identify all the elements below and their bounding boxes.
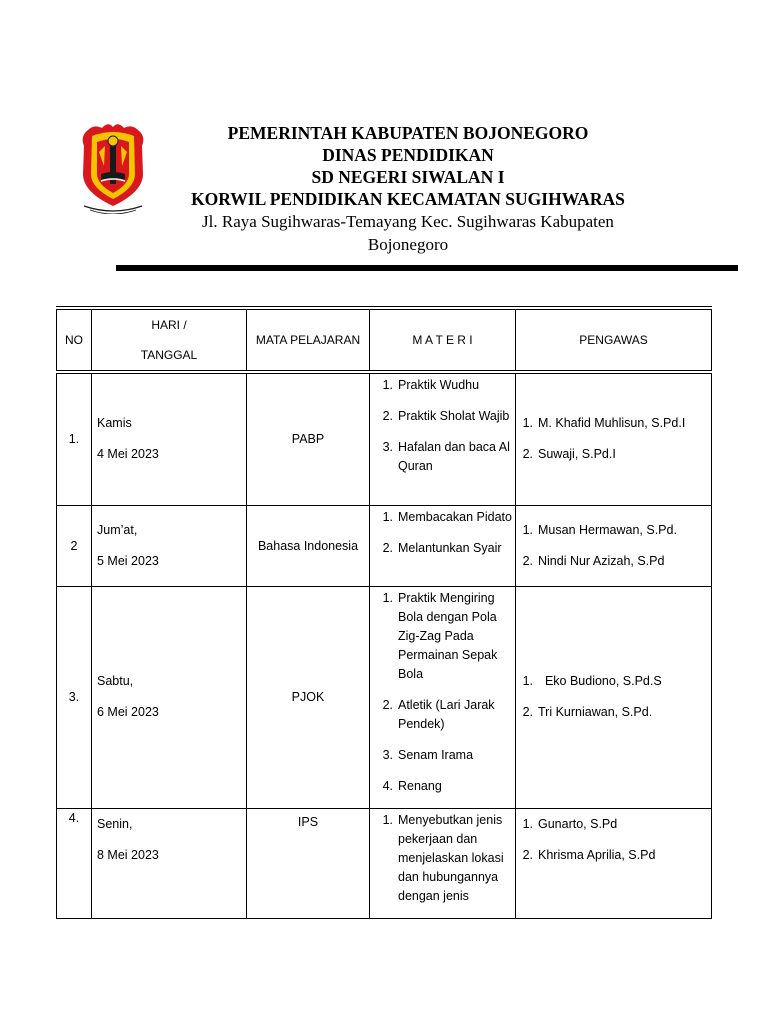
pengawas-item: [516, 666, 711, 697]
materi-item: [370, 589, 515, 684]
row-materi: [370, 372, 516, 505]
table-row: [57, 586, 712, 808]
row-day-date: [92, 808, 247, 918]
header-day-line-2: TANGGAL: [140, 348, 198, 362]
materi-item: [370, 508, 515, 527]
materi-item: [370, 438, 515, 476]
row-day-date: [92, 586, 247, 808]
row-pengawas: [516, 372, 712, 505]
letterhead-line-3: SD NEGERI SIWALAN I: [311, 167, 505, 187]
row-date: 8 Mei 2023: [97, 847, 159, 862]
materi-item-text: Praktik Wudhu: [398, 378, 480, 392]
bojonegoro-crest-icon: [80, 122, 146, 214]
letterhead-line-1: PEMERINTAH KABUPATEN BOJONEGORO: [227, 123, 589, 143]
letterhead-line-4: KORWIL PENDIDIKAN KECAMATAN SUGIHWARAS: [191, 189, 625, 209]
pengawas-item: [516, 697, 711, 728]
table-row: [57, 505, 712, 586]
header-day: [92, 308, 247, 372]
pengawas-item-name: Tri Kurniawan, S.Pd.: [538, 705, 653, 719]
row-day: Senin,: [97, 816, 133, 831]
materi-item-text: Renang: [398, 778, 442, 793]
pengawas-item: [516, 408, 711, 439]
exam-schedule-table: [56, 306, 712, 919]
materi-item-text: Senam Irama: [398, 747, 474, 762]
materi-item-number: 1.: [382, 590, 393, 605]
pengawas-item-number: 2.: [522, 447, 533, 462]
pengawas-item: [516, 439, 711, 470]
materi-item-text: Hafalan dan baca Al Quran: [398, 440, 514, 473]
letterhead: [150, 122, 666, 256]
pengawas-item-number: 2.: [522, 553, 533, 568]
pengawas-item-number: 1.: [522, 816, 533, 831]
letterhead-line-2: DINAS PENDIDIKAN: [322, 145, 494, 165]
header-no: NO: [57, 308, 92, 372]
materi-item-number: 4.: [382, 778, 393, 793]
materi-item-number: 2.: [382, 409, 393, 423]
materi-item-number: 3.: [382, 747, 393, 762]
pengawas-item-name: Nindi Nur Azizah, S.Pd: [538, 553, 665, 568]
row-number: 2: [57, 505, 92, 586]
materi-item-text: Menyebutkan jenis pekerjaan dan menjelaskan lokasi dan hubungannya dengan jenis: [398, 812, 508, 903]
pengawas-item-name: Musan Hermawan, S.Pd.: [538, 522, 677, 537]
materi-item-number: 1.: [382, 509, 393, 524]
pengawas-item-number: 2.: [522, 705, 533, 719]
materi-item-text: Praktik Mengiring Bola dengan Pola Zig-Zag Pada Permainan Sepak Bola: [398, 590, 501, 681]
row-pengawas: [516, 808, 712, 918]
materi-item: [370, 376, 515, 395]
pengawas-item-name: Gunarto, S.Pd: [538, 816, 618, 831]
row-date: 6 Mei 2023: [97, 705, 159, 719]
row-day: Jum’at,: [97, 522, 138, 537]
header-day-line-1: HARI /: [151, 318, 187, 332]
pengawas-item-name: Eko Budiono, S.Pd.S: [538, 674, 662, 688]
address-line-1: Jl. Raya Sugihwaras-Temayang Kec. Sugihwaras Kabupaten: [202, 212, 614, 231]
materi-item: [370, 811, 515, 906]
row-subject: Bahasa Indonesia: [247, 505, 370, 586]
pengawas-item: [516, 546, 711, 577]
pengawas-item-number: 2.: [522, 847, 533, 862]
materi-item: [370, 696, 515, 734]
header-subject: MATA PELAJARAN: [247, 308, 370, 372]
table-row: [57, 808, 712, 918]
row-pengawas: [516, 586, 712, 808]
pengawas-item-number: 1.: [522, 674, 533, 688]
materi-item-text: Membacakan Pidato: [398, 509, 512, 524]
materi-item-text: Atletik (Lari Jarak Pendek): [398, 697, 499, 731]
table-header-row: [57, 308, 712, 372]
row-number: 1.: [57, 372, 92, 505]
pengawas-item: [516, 809, 711, 840]
materi-item-number: 2.: [382, 697, 393, 712]
row-subject: PJOK: [247, 586, 370, 808]
materi-item-number: 1.: [382, 378, 393, 392]
row-pengawas: [516, 505, 712, 586]
address-line-2: Bojonegoro: [367, 235, 449, 254]
pengawas-item-name: M. Khafid Muhlisun, S.Pd.I: [538, 416, 686, 431]
row-number: 4.: [57, 808, 92, 918]
pengawas-item-number: 1.: [522, 416, 533, 431]
materi-item-number: 1.: [382, 812, 393, 827]
letterhead-divider: [116, 265, 738, 271]
table-row: [57, 372, 712, 505]
materi-item-text: Praktik Sholat Wajib: [398, 409, 510, 423]
pengawas-item: [516, 840, 711, 871]
row-number: 3.: [57, 586, 92, 808]
row-date: 5 Mei 2023: [97, 553, 159, 568]
row-date: 4 Mei 2023: [97, 447, 159, 462]
row-materi: [370, 586, 516, 808]
materi-item: [370, 539, 515, 558]
row-day-date: [92, 372, 247, 505]
materi-item-number: 3.: [382, 440, 393, 454]
pengawas-item-number: 1.: [522, 522, 533, 537]
row-day: Sabtu,: [97, 674, 134, 688]
materi-item: [370, 746, 515, 765]
pengawas-item-name: Suwaji, S.Pd.I: [538, 447, 616, 462]
row-day: Kamis: [97, 416, 132, 431]
header-materi: M A T E R I: [370, 308, 516, 372]
pengawas-item: [516, 515, 711, 546]
materi-item: [370, 777, 515, 796]
row-day-date: [92, 505, 247, 586]
row-subject: PABP: [247, 372, 370, 505]
header-pengawas: PENGAWAS: [516, 308, 712, 372]
row-subject: IPS: [247, 808, 370, 918]
row-materi: [370, 505, 516, 586]
materi-item-number: 2.: [382, 540, 393, 555]
materi-item-text: Melantunkan Syair: [398, 540, 502, 555]
pengawas-item-name: Khrisma Aprilia, S.Pd: [538, 847, 656, 862]
row-materi: [370, 808, 516, 918]
materi-item: [370, 407, 515, 426]
